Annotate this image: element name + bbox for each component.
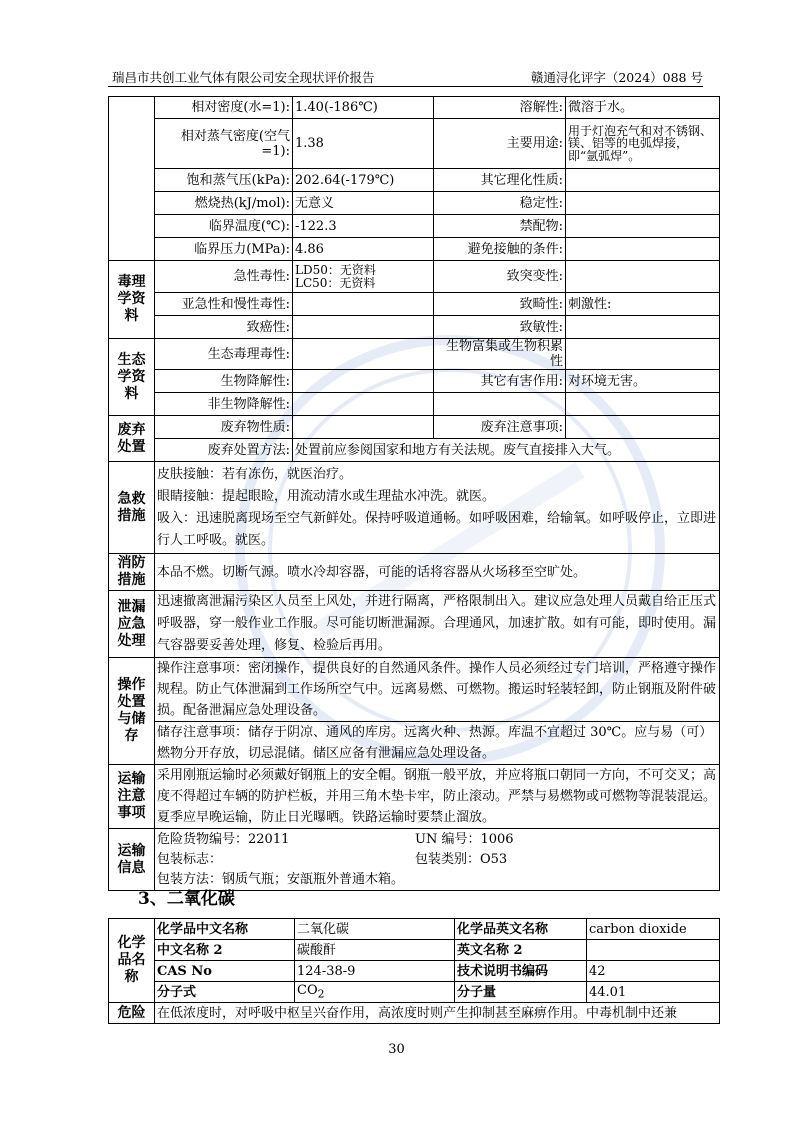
table-row	[109, 316, 720, 339]
section-handling: 操作处置与储存	[109, 658, 155, 765]
storage-text: 储存注意事项：储存于阴凉、通风的库房。远离火种、热源。库温不宜超过 30℃。应与易（可）燃物分开存放，切忌混储。储区应备有泄漏应急处理设备。	[155, 722, 720, 765]
section-waste: 废弃处置	[109, 416, 155, 462]
prop-value	[566, 339, 720, 370]
prop-label: 废弃物性质:	[155, 416, 293, 439]
table-row	[109, 554, 720, 591]
table-row	[109, 765, 720, 829]
package-mark: 包装标志：	[157, 851, 223, 867]
skin-contact: 皮肤接触：若有冻伤，就医治疗。	[157, 466, 353, 482]
prop-value: 无意义	[293, 192, 434, 215]
field-value: 42	[587, 961, 720, 982]
table-row	[109, 722, 720, 765]
leak-text: 迅速撤离泄漏污染区人员至上风处，并进行隔离，严格限制出入。建议应急处理人员戴自给正压式呼吸器，穿一般作业工作服。尽可能切断泄漏源。合理通风，加速扩散。如有可能，即时使用。漏气容器要妥善处理，修复、检验后再用。	[155, 591, 720, 658]
table-row	[109, 261, 720, 293]
prop-label: 临界温度(℃):	[155, 215, 293, 238]
section-chemical-name: 化学品名称	[109, 919, 155, 1003]
prop-value	[293, 370, 434, 393]
prop-value: -122.3	[293, 215, 434, 238]
field-value: 碳酸酐	[295, 940, 455, 961]
prop-value	[293, 293, 434, 316]
table-row	[109, 339, 720, 370]
prop-value	[566, 416, 720, 439]
prop-label: 生物降解性:	[155, 370, 293, 393]
formula: CO	[297, 982, 318, 998]
section-ecology: 生态学资料	[109, 339, 155, 416]
table-row	[109, 829, 720, 891]
msds-table-co2	[108, 918, 720, 1024]
prop-value: 微溶于水。	[566, 97, 720, 119]
table-row	[109, 416, 720, 439]
section-transport: 运输注意事项	[109, 765, 155, 829]
header-company: 瑞昌市共创工业气体有限公司安全现状评价报告	[112, 70, 375, 85]
page-number: 30	[388, 1042, 405, 1057]
prop-value	[293, 316, 434, 339]
prop-label: 主要用途:	[434, 119, 566, 169]
formula-subscript: 2	[317, 987, 325, 1001]
field-value: carbon dioxide	[587, 919, 720, 940]
prop-value: 1.38	[293, 119, 434, 169]
section-title: 3、二氧化碳	[138, 889, 235, 909]
prop-label	[434, 393, 566, 416]
field-value	[295, 982, 455, 1003]
prop-label: 饱和蒸气压(kPa):	[155, 169, 293, 192]
section-transport-info: 运输信息	[109, 829, 155, 891]
section-fire: 消防措施	[109, 554, 155, 591]
page-header	[108, 66, 703, 87]
field-label: 分子式	[155, 982, 295, 1003]
prop-value	[293, 261, 434, 293]
field-value	[587, 940, 720, 961]
prop-label: 急性毒性:	[155, 261, 293, 293]
prop-value	[293, 416, 434, 439]
field-label: 化学品英文名称	[455, 919, 587, 940]
table-row	[109, 1003, 720, 1024]
eye-contact: 眼睛接触：提起眼睑，用流动清水或生理盐水冲洗。就医。	[157, 488, 496, 504]
danger-goods-no: 危险货物编号：22011	[157, 831, 290, 847]
prop-label: 禁配物:	[434, 215, 566, 238]
prop-label: 稳定性:	[434, 192, 566, 215]
danger-text: 在低浓度时，对呼吸中枢呈兴奋作用，高浓度时则产生抑制甚至麻痹作用。中毒机制中还兼	[155, 1003, 720, 1024]
field-label: 技术说明书编码	[455, 961, 587, 982]
table-row	[109, 462, 720, 554]
field-label: 化学品中文名称	[155, 919, 295, 940]
prop-value: 对环境无害。	[566, 370, 720, 393]
prop-label: 致突变性:	[434, 261, 566, 293]
table-row	[109, 97, 720, 119]
table-row	[109, 119, 720, 169]
prop-label: 废弃处置方法:	[155, 439, 293, 462]
table-row	[109, 940, 720, 961]
section-toxicology: 毒理学资料	[109, 261, 155, 339]
lc50-value: LC50：无资料	[295, 275, 376, 290]
table-row	[109, 439, 720, 462]
field-label: CAS No	[155, 961, 295, 982]
prop-label: 燃烧热(kJ/mol):	[155, 192, 293, 215]
prop-label: 相对密度(水=1):	[155, 97, 293, 119]
table-row	[109, 591, 720, 658]
prop-value: 刺激性:	[566, 293, 720, 316]
section-leak: 泄漏应急处理	[109, 591, 155, 658]
prop-value: 4.86	[293, 238, 434, 261]
field-value: 124-38-9	[295, 961, 455, 982]
section-danger: 危险	[109, 1003, 155, 1024]
prop-value	[566, 316, 720, 339]
field-value: 二氧化碳	[295, 919, 455, 940]
prop-value: 用于灯泡充气和对不锈钢、镁、铝等的电弧焊接，即“氩弧焊”。	[566, 119, 720, 169]
prop-value: 1.40(-186℃)	[293, 97, 434, 119]
prop-label: 非生物降解性:	[155, 393, 293, 416]
un-no: UN 编号：1006	[415, 831, 514, 847]
prop-value	[293, 339, 434, 370]
prop-value	[566, 192, 720, 215]
package-method: 包装方法：钢质气瓶；安瓿瓶外普通木箱。	[157, 871, 405, 887]
inhalation: 吸入：迅速脱离现场至空气新鲜处。保持呼吸道通畅。如呼吸困难，给输氧。如呼吸停止，立即进行人工呼吸。就医。	[157, 510, 717, 548]
table-row	[109, 192, 720, 215]
header-report-no: 赣通浔化评字（2024）088 号	[530, 70, 703, 85]
table-row	[109, 658, 720, 722]
table-row	[109, 238, 720, 261]
operation-text: 操作注意事项：密闭操作，提供良好的自然通风条件。操作人员必须经过专门培训，严格遵守操作规程。防止气体泄漏到工作场所空气中。远离易燃、可燃物。搬运时轻装轻卸，防止钢瓶及附件破损。配备泄漏应急处理设备。	[155, 658, 720, 722]
prop-label: 其它理化性质:	[434, 169, 566, 192]
section-cell-props	[109, 97, 155, 261]
prop-label: 其它有害作用:	[434, 370, 566, 393]
fire-text: 本品不燃。切断气源。喷水冷却容器，可能的话将容器从火场移至空旷处。	[155, 554, 720, 591]
table-row	[109, 393, 720, 416]
field-label: 分子量	[455, 982, 587, 1003]
prop-label: 生态毒理毒性:	[155, 339, 293, 370]
msds-table-argon	[108, 96, 720, 891]
prop-value	[566, 215, 720, 238]
table-row	[109, 215, 720, 238]
ld50-value: LD50：无资料	[295, 263, 376, 277]
table-row	[109, 169, 720, 192]
table-row	[109, 293, 720, 316]
prop-label: 废弃注意事项:	[434, 416, 566, 439]
prop-value	[566, 393, 720, 416]
table-row	[109, 982, 720, 1003]
prop-value	[566, 169, 720, 192]
transport-text: 采用刚瓶运输时必须戴好钢瓶上的安全帽。钢瓶一般平放，并应将瓶口朝同一方向，不可交叉；高度不得超过车辆的防护栏板，并用三角木垫卡牢，防止滚动。严禁与易燃物或可燃物等混装混运。夏季应早晚运输，防止日光曝晒。铁路运输时要禁止溜放。	[155, 765, 720, 829]
prop-value: 处置前应参阅国家和地方有关法规。废气直接排入大气。	[293, 439, 720, 462]
field-label: 中文名称 2	[155, 940, 295, 961]
prop-label: 相对蒸气密度(空气=1):	[155, 119, 293, 169]
first-aid-text	[155, 462, 720, 554]
prop-label: 致敏性:	[434, 316, 566, 339]
prop-value	[566, 261, 720, 293]
prop-label: 避免接触的条件:	[434, 238, 566, 261]
section-first-aid: 急救措施	[109, 462, 155, 554]
transport-info-text	[155, 829, 720, 891]
field-label: 英文名称 2	[455, 940, 587, 961]
table-row	[109, 961, 720, 982]
prop-label: 临界压力(MPa):	[155, 238, 293, 261]
prop-label: 亚急性和慢性毒性:	[155, 293, 293, 316]
prop-value	[293, 393, 434, 416]
prop-value: 202.64(-179℃)	[293, 169, 434, 192]
table-row	[109, 370, 720, 393]
package-class: 包装类别：O53	[415, 851, 508, 867]
prop-label: 致癌性:	[155, 316, 293, 339]
prop-label: 生物富集或生物积累性	[434, 339, 566, 370]
prop-label: 致畸性:	[434, 293, 566, 316]
prop-label: 溶解性:	[434, 97, 566, 119]
field-value: 44.01	[587, 982, 720, 1003]
table-row	[109, 919, 720, 940]
prop-value	[566, 238, 720, 261]
